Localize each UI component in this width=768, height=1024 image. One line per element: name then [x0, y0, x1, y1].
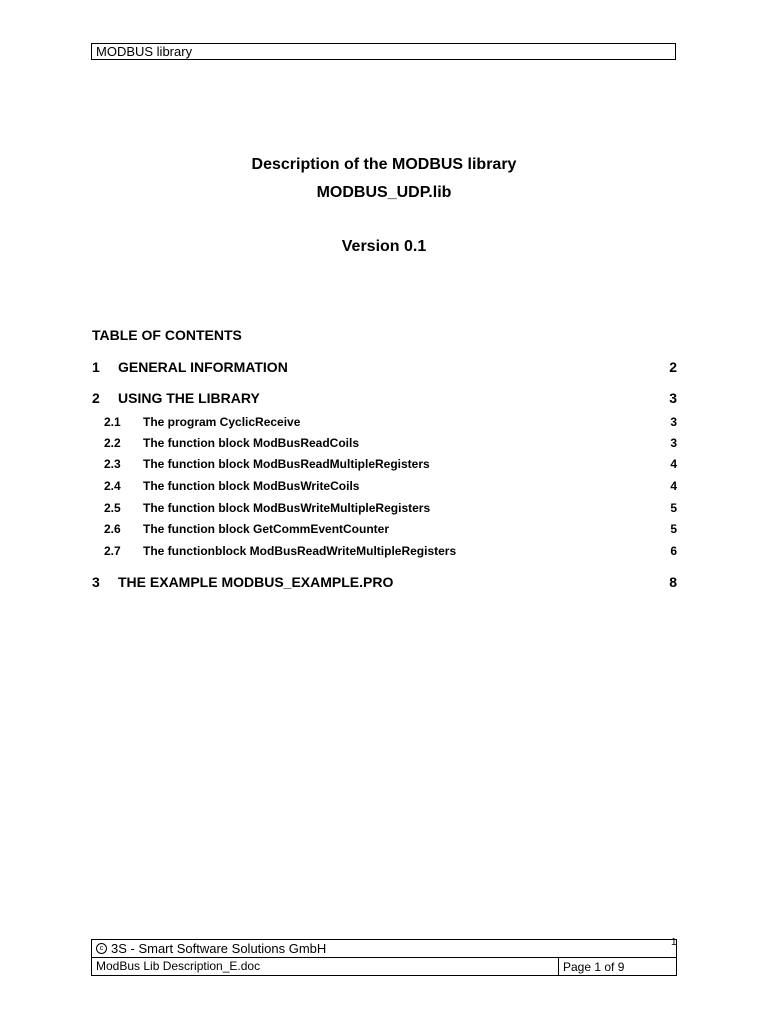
- toc-entry-page: 3: [669, 390, 677, 406]
- toc-entry-number: 2.2: [104, 436, 121, 450]
- toc-entry-number: 2.3: [104, 457, 121, 471]
- toc-entry-number: 2.5: [104, 501, 121, 515]
- toc-entry-page: 6: [670, 544, 677, 558]
- toc-entry-page: 5: [670, 501, 677, 515]
- toc-heading: TABLE OF CONTENTS: [92, 327, 242, 343]
- toc-entry-number: 2.4: [104, 479, 121, 493]
- header-text: MODBUS library: [96, 44, 193, 59]
- toc-entry-page: 2: [669, 359, 677, 375]
- toc-entry-title: The function block ModBusReadCoils: [143, 436, 360, 450]
- toc-entry-number: 2.7: [104, 544, 121, 558]
- page-header: [91, 43, 676, 60]
- toc-entry-number: 3: [92, 574, 100, 590]
- toc-entry-page: 4: [670, 457, 677, 471]
- footer-copyright: [92, 940, 677, 958]
- document-title: Description of the MODBUS library: [251, 156, 517, 173]
- copyright-icon: c: [96, 943, 107, 954]
- document-version: Version 0.1: [341, 238, 427, 255]
- toc-entry-title: USING THE LIBRARY: [118, 390, 260, 406]
- toc-entry-page: 4: [670, 479, 677, 493]
- footer-page-mark: 1: [671, 937, 677, 948]
- footer-filename: ModBus Lib Description_E.doc: [92, 958, 559, 976]
- toc-entry-title: The function block ModBusWriteCoils: [143, 479, 360, 493]
- toc-entry-page: 8: [669, 574, 677, 590]
- toc-entry-number: 1: [92, 359, 100, 375]
- toc-entry-title: The function block ModBusReadMultipleRegisters: [143, 457, 430, 471]
- toc-entry-title: THE EXAMPLE MODBUS_EXAMPLE.PRO: [118, 574, 394, 590]
- toc-entry-page: 3: [670, 436, 677, 450]
- copyright-text: 3S - Smart Software Solutions GmbH: [111, 941, 327, 956]
- document-subtitle: MODBUS_UDP.lib: [316, 184, 452, 201]
- toc-entry-title: The program CyclicReceive: [143, 415, 301, 429]
- toc-entry-page: 5: [670, 522, 677, 536]
- toc-entry-number: 2: [92, 390, 100, 406]
- toc-entry-title: The function block GetCommEventCounter: [143, 522, 390, 536]
- toc-entry-title: The function block ModBusWriteMultipleRegisters: [143, 501, 431, 515]
- footer-page-number: Page 1 of 9: [559, 958, 677, 976]
- page-footer: [91, 939, 677, 976]
- toc-entry-title: GENERAL INFORMATION: [118, 359, 288, 375]
- toc-entry-number: 2.6: [104, 522, 121, 536]
- toc-entry-title: The functionblock ModBusReadWriteMultipleRegisters: [143, 544, 457, 558]
- toc-entry-number: 2.1: [104, 415, 121, 429]
- toc-entry-page: 3: [670, 415, 677, 429]
